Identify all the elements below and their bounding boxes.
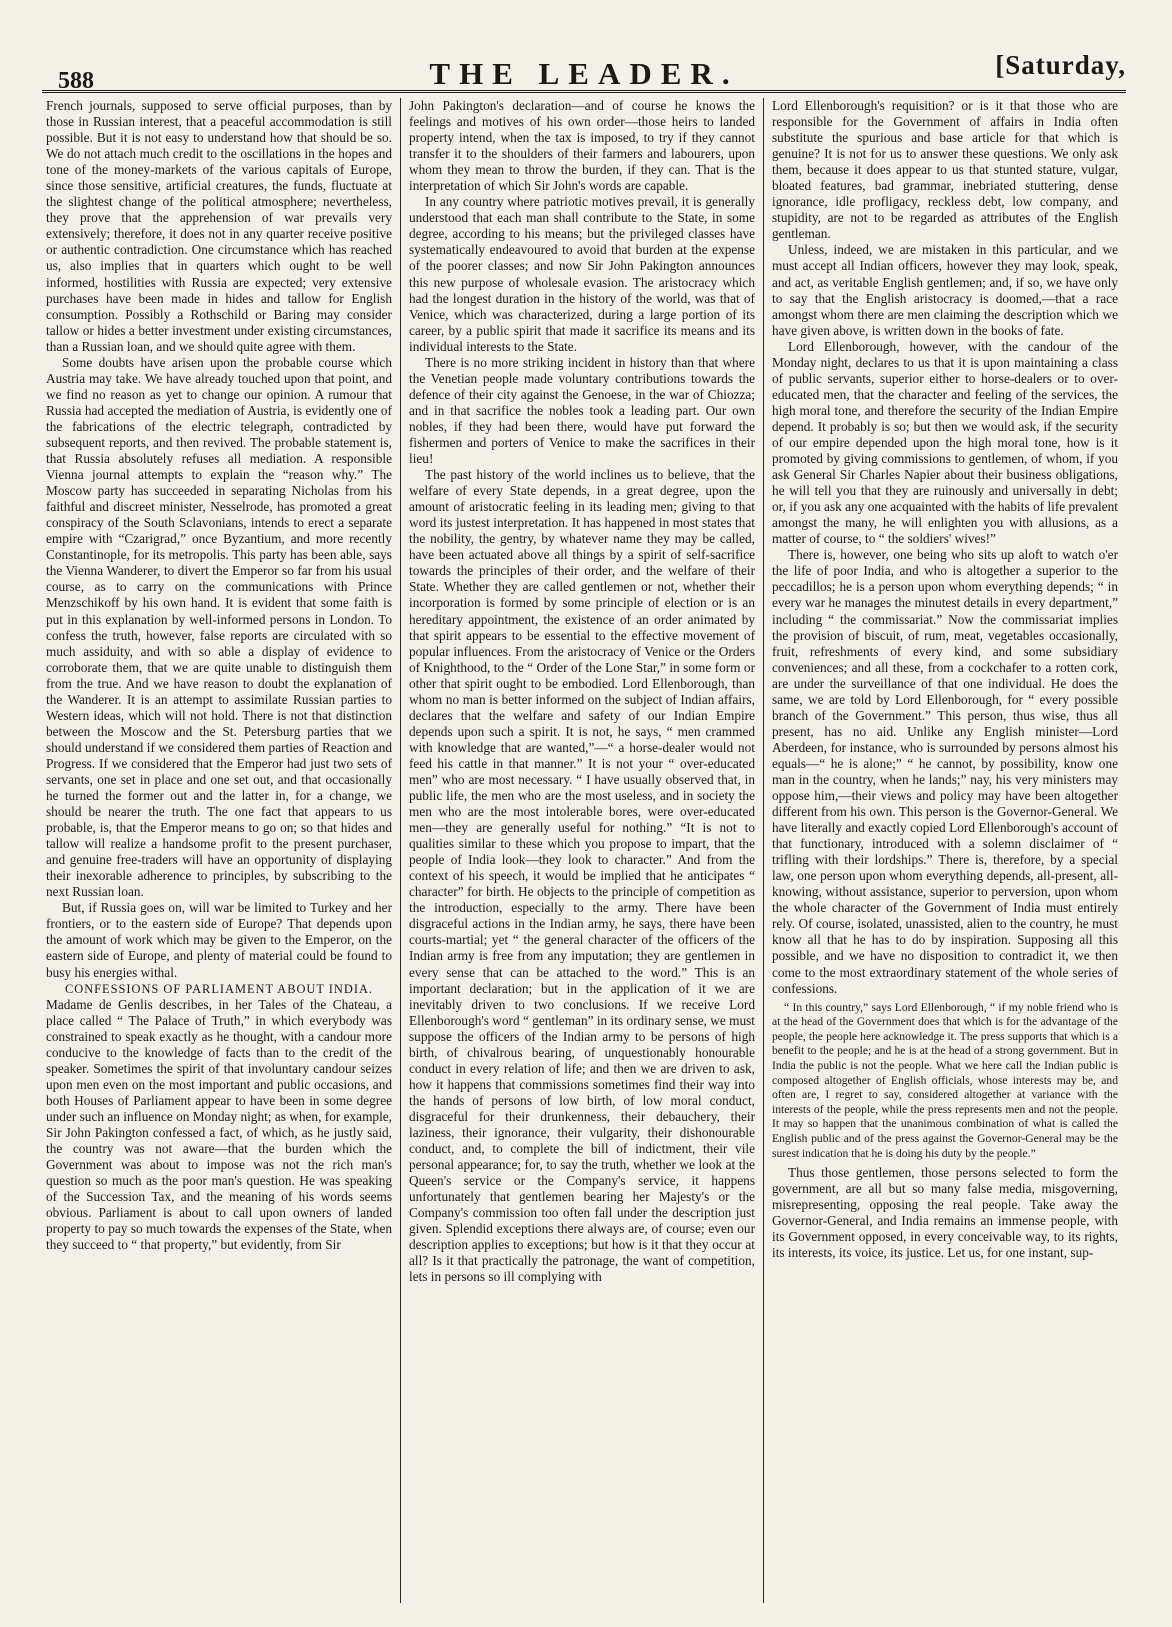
masthead xyxy=(42,46,1126,94)
column-1 xyxy=(38,98,400,1603)
article-columns xyxy=(38,98,1126,1603)
page-number: 588 xyxy=(58,68,94,94)
section-heading: CONFESSIONS OF PARLIAMENT ABOUT INDIA. xyxy=(65,981,373,996)
block-quote: “ In this country,” says Lord Ellenborough, “ if my noble friend who is at the head of the Government does that which is for the advantage of the people, the people here acknowledge it. The press supports that which is a benefit to the people; and he is at the head of a strong government. But in India the public is not the people. What we here call the Indian public is composed altogether of English officials, whose interests may be, and often are, I regret to say, considered altogether at variance with the interests of the people, while the press represents men and not the people. It may so happen that the unanimous combination of what is called the English public and of the press against the Governor-General may be the surest indication that he is doing his duty by the people.” xyxy=(772,1000,1118,1160)
column-2 xyxy=(400,98,763,1603)
issue-day: [Saturday, xyxy=(995,50,1126,80)
paragraph: John Pakington's declaration—and of course he knows the feelings and motives of his own order—those heirs to landed property intend, when the tax is imposed, to try if they cannot transfer it to the shoulders of their farmers and labourers, upon whom they mean to throw the burden, if they can. That is the interpretation of which Sir John's words are capable. xyxy=(409,98,755,194)
paragraph: Lord Ellenborough's requisition? or is it that those who are responsible for the Government of affairs in India often substitute the spurious and base article for that which is genuine? It is not for us to answer these questions. We only ask them, because it does appear to us that stunted stature, vulgar, bloated features, bad grammar, inebriated stuttering, dense ignorance, idle profligacy, reckless debt, low company, and stupidity, are not to be regarded as attributes of the English gentleman. xyxy=(772,98,1118,242)
paragraph: Lord Ellenborough, however, with the candour of the Monday night, declares to us that it is upon maintaining a class of public servants, superior either to horse-dealers or to over-educated men, that the character and feeling of the services, the high moral tone, and therefore the security of the Indian Empire depend. It probably is so; but then we would ask, if the security of our empire depended upon the high moral tone, how is it promoted by giving commissions to gentlemen, of whom, if you ask General Sir Charles Napier about their business obligations, he will tell you that they are ruinously and universally in debt; or, if you ask any one acquainted with the habits of life prevalent amongst the many, he will enlighten you with allusions, as a matter of course, to “ the soldiers' wives!” xyxy=(772,338,1118,547)
paragraph: There is, however, one being who sits up aloft to watch o'er the life of poor India, and who is altogether a superior to the peccadillos; he is a person upon whom everything depends; “ in every war he manages the minutest details in every department,” including “ the commissariat.” Now the commissariat implies the provision of biscuit, of rum, meat, vegetables occasionally, fruit, refreshments of every kind, and some subsidiary conveniences; and all these, from a cockchafer to a rotten cork, are under the surveillance of that one individual. He does the same, we are told by Lord Ellenborough, for “ every possible branch of the Government.” This person, thus wise, thus all present, has no aid. Unlike any English minister—Lord Aberdeen, for instance, who is surrounded by persons almost his equals—“ he is alone;” “ he cannot, by possibility, know one man in the country, when he lands;” nay, his very ministers may oppose him,—their views and policy may have been altogether different from his own. This person is the Governor-General. We have literally and exactly copied Lord Ellenborough's account of that functionary, introduced with a solemn disclaimer of “ trifling with their lordships.” There is, therefore, by a special law, one person upon whom everything depends, all-present, all-knowing, without assistance, superior to perversion, upon whom the whole character of the Government of India must entirely rely. Of course, isolated, unassisted, alien to the country, he must know all that he has to do by inspiration. Supposing all this possible, and we have no disposition to contradict it, we then come to the most extraordinary statement of the whole series of confessions. xyxy=(772,547,1118,996)
paragraph: But, if Russia goes on, will war be limited to Turkey and her frontiers, or to the eastern side of Europe? That depends upon the amount of work which may be given to the Emperor, on the eastern side of Europe, and plenty of material could be found to busy his energies withal. xyxy=(46,900,392,980)
newspaper-title: THE LEADER. xyxy=(429,56,739,91)
paragraph: Unless, indeed, we are mistaken in this particular, and we must accept all Indian officers, however they may look, speak, and act, as veritable English gentlemen; and, if so, we have only to say that the English aristocracy is doomed,—that a race amongst whom there are men claiming the description which we have given above, is written down in the books of fate. xyxy=(772,242,1118,338)
paragraph: Some doubts have arisen upon the probable course which Austria may take. We have already touched upon that point, and we find no reason as yet to change our opinion. A rumour that Russia had accepted the mediation of Austria, is evidently one of the fabrications of the electric telegraph, contradicted by subsequent reports, and then revived. The probable statement is, that Russia absolutely refuses all mediation. A responsible Vienna journal attempts to explain the “reason why.” The Moscow party has succeeded in separating Nicholas from his faithful and discreet minister, Nesselrode, has promoted a great conspiracy of the South Sclavonians, intends to erect a separate empire with “Czarigrad,” once Byzantium, and more recently Constantinople, for its metropolis. This party has been able, says the Vienna Wanderer, to divert the Emperor so far from his usual course, as to carry on the communications with Prince Menzschikoff by his own hand. It is evident that some faith is put in this explanation by well-informed persons in London. To confess the truth, however, false reports are circulated with so much assiduity, and with so able a display of evidence to corroborate them, that we are quite unable to distinguish them from the true. And we have reason to doubt the explanation of the Wanderer. It is an attempt to assimilate Russian parties to Western ideas, which will not hold. There is not that distinction between the Moscow and the St. Petersburg parties that we should understand if we considered them parties of Reaction and Progress. If we considered that the Emperor had just two sets of servants, one set in place and one set out, and that occasionally he turned the former out and the latter in, for a change, we should be nearer the truth. The one fact that appears to us probable, is, that the Emperor means to go on; so that hides and tallow will realize a handsome profit to the present purchaser, and genuine free-traders will have an opportunity of displaying their inexorable adherence to principles, by subscribing to the next Russian loan. xyxy=(46,354,392,900)
column-3 xyxy=(763,98,1126,1603)
paragraph: There is no more striking incident in history than that where the Venetian people made voluntary contributions towards the defence of their city against the Genoese, in the war of Chiozza; and in that sacrifice the nobles took a leading part. Our own nobles, if they had been there, would have put forward the fishermen and porters of Venice to make the sacrifices in their lieu! xyxy=(409,354,755,467)
paragraph: In any country where patriotic motives prevail, it is generally understood that each man shall contribute to the State, in some degree, according to his means; but the privileged classes have systematically endeavoured to avoid that burden at the expense of the poorer classes; and now Sir John Pakington announces this new purpose of wholesale evasion. The aristocracy which had the longest duration in the history of the world, was that of Venice, which was characterized, during a large portion of its career, by a public spirit that made it sacrifice its means and its individual interests to the State. xyxy=(409,194,755,354)
masthead-rule xyxy=(42,90,1126,93)
paragraph: Thus those gentlemen, those persons selected to form the government, are all but so many false media, misgoverning, misrepresenting, opposing the real people. Take away the Governor-General, and India remains an immense people, with its Government opposed, in every conceivable way, to its rights, its interests, its voice, its justice. Let us, for one instant, sup- xyxy=(772,1165,1118,1261)
paragraph: The past history of the world inclines us to believe, that the welfare of every State depends, in a great degree, upon the amount of aristocratic feeling in its leading men; giving to that word its justest interpretation. It has happened in most states that the nobility, the gentry, by whatever name they may be called, have been actuated above all things by a spirit of self-sacrifice towards the principles of their order, and the welfare of their State. Whether they are called gentlemen or not, whether their incorporation is formed by some principle of election or is an hereditary appointment, the existence of an order animated by that spirit appears to be essential to the effective movement of popular influences. From the aristocracy of Venice or the Orders of Knighthood, to the “ Order of the Lone Star,” in some form or other that spirit ought to be embodied. Lord Ellenborough, than whom no man is better informed on the subject of Indian affairs, declares that the welfare and safety of our Indian Empire depends upon such a spirit. It is not, he says, “ men crammed with knowledge that are wanted,”—“ a horse-dealer would not feed his cattle in that manner.” It is not your “ over-educated men” who are most necessary. “ I have usually observed that, in public life, the men who are the most useless, and in society the men who are the most intolerable bores, were over-educated men—they are generally useful for nothing.” “It is not to qualities similar to these which you propose to impart, that the people of India look—they look to character.” And from the context of his speech, it would be implied that he anticipates “ character” for birth. He objects to the principle of competition as the introduction, especially to the army. There have been disgraceful actions in the Indian army, he says, there have been courts-martial; yet “ the general character of the officers of the Indian army is free from any imputation; they are gentlemen in every sense that can be attached to the word.” This is an important declaration; but in the application of it we are inevitably driven to two conclusions. If we receive Lord Ellenborough's word “ gentleman” in its ordinary sense, we must suppose the officers of the Indian army to be persons of high birth, of chivalrous bearing, of unquestionably honourable conduct in every relation of life; and then we are driven to ask, how it happens that commissions sometimes find their way into the hands of persons of low birth, of low moral conduct, disgraceful for their drunkenness, their debauchery, their laziness, their ignorance, their vulgarity, their dishonourable conduct, and, to complete the bill of indictment, their vile personal appearance; for, to say the truth, whether we look at the Queen's service or the Company's service, it happens unfortunately that gentlemen bearing her Majesty's or the Company's commission too often fall under the description just given. Splendid exceptions there always are, of course; even our description applies to exceptions; but how is it that they occur at all? Is it that practically the patronage, the want of competition, lets in persons so ill complying with xyxy=(409,467,755,1285)
paragraph: French journals, supposed to serve official purposes, than by those in Russian interest, that a peaceful accommodation is still possible. But it is not easy to understand how that should be so. We do not attach much credit to the oscillations in the hopes and tone of the money-markets of the various capitals of Europe, since those sensitive, artificial creatures, the funds, fluctuate at the slightest change of the political atmosphere; nevertheless, they prove that the apprehension of war prevails very extensively; therefore, it does not in any quarter receive positive or authentic contradiction. One circumstance which has reached us, also implies that in quarters which ought to be well informed, hostilities with Russia are expected; very extensive purchases have been made in hides and tallow for English consumption. Possibly a Rothschild or Baring may consider tallow or hides a better investment under existing circumstances, than a Russian loan, and we should quite agree with them. xyxy=(46,98,392,354)
paragraph: Madame de Genlis describes, in her Tales of the Chateau, a place called “ The Palace of Truth,” in which everybody was constrained to speak exactly as he thought, with a candour more conducive to the knowledge of facts than to the credit of the speaker. Sometimes the spirit of that involuntary candour seizes upon men even on the most important and public occasions, and both Houses of Parliament appear to have been in some degree under such an influence on Monday night; as when, for example, Sir John Pakington confessed a fact, of which, as he justly said, the country was not aware—that the burden which the Government was about to impose was not the rich man's question so much as the poor man's question. He was speaking of the Succession Tax, and the meaning of his words seems obvious. Parliament is about to call upon owners of landed property to pay so much towards the expenses of the State, when they succeed to “ that property,” but evidently, from Sir xyxy=(46,996,392,1253)
